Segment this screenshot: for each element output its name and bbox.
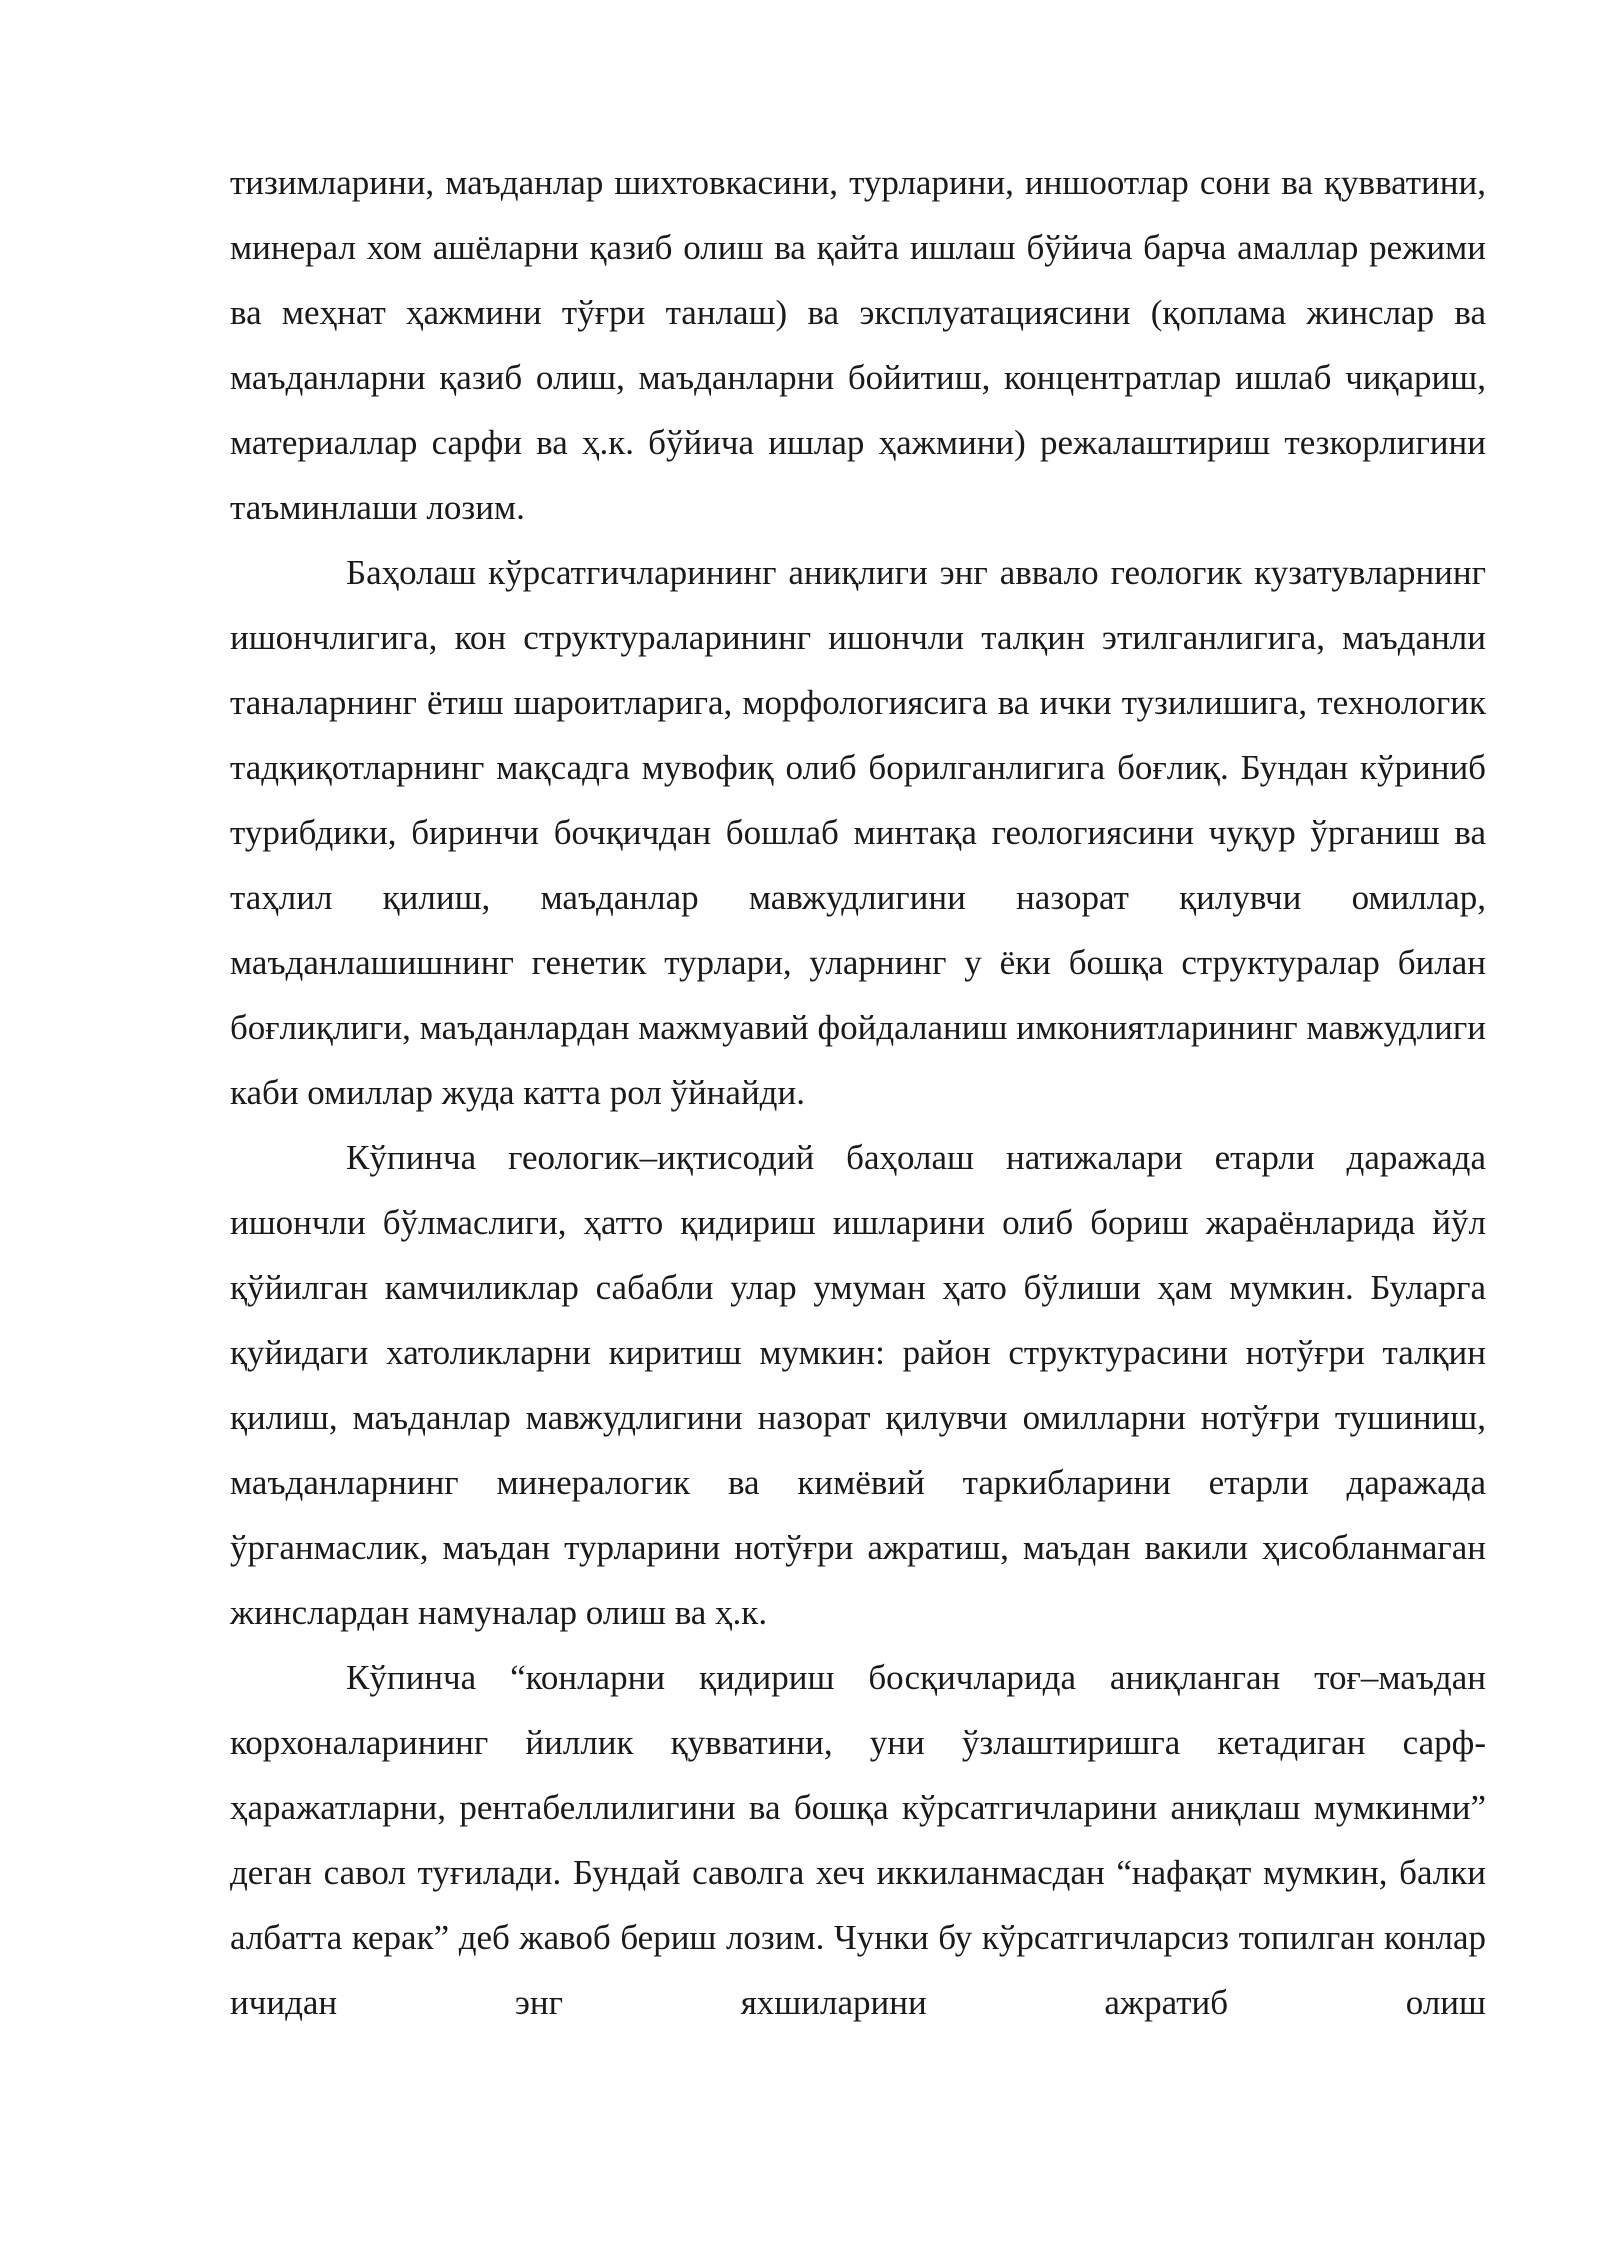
paragraph-assessment-accuracy: Баҳолаш кўрсатгичларининг аниқлиги энг аввало геологик кузатувларнинг ишончлигига, кон структураларининг ишончли талқин этилганлигига, маъданли таналарнинг ётиш шароитларига, морфологиясига ва ички тузилишига, технологик тадқиқотларнинг мақсадга мувофиқ олиб борилганлигига боғлиқ. Бундан кўриниб турибдики, биринчи бочқичдан бошлаб минтақа геологиясини чуқур ўрганиш ва таҳлил қилиш, маъданлар мавжудлигини назорат қилувчи омиллар, маъданлашишнинг генетик турлари, уларнинг у ёки бошқа структуралар билан боғлиқлиги, маъданлардан мажмуавий фойдаланиш имкониятларининг мавжудлиги каби омиллар жуда катта рол ўйнайди. <box>230 553 1486 1112</box>
paragraph-capacity-question: Кўпинча “конларни қидириш босқичларида аниқланган тоғ–маъдан корхоналарининг йиллик қувватини, уни ўзлаштиришга кетадиган сарф-ҳаражатларни, рентабеллилигини ва бошқа кўрсатгичларини аниқлаш мумкинми” деган савол туғилади. Бундай саволга хеч иккиланмасдан “нафақат мумкин, балки албатта керак” деб жавоб бериш лозим. Чунки бу кўрсатгичларсиз топилган конлар ичидан энг яхшиларини ажратиб олиш <box>230 1658 1486 2022</box>
paragraph-continuation: тизимларини, маъданлар шихтовкасини, турларини, иншоотлар сони ва қувватини, минерал хом ашёларни қазиб олиш ва қайта ишлаш бўйича барча амаллар режими ва меҳнат ҳажмини тўғри танлаш) ва эксплуатациясини (қоплама жинслар ва маъданларни қазиб олиш, маъданларни бойитиш, концентратлар ишлаб чиқариш, материаллар сарфи ва ҳ.к. бўйича ишлар ҳажмини) режалаштириш тезкорлигини таъминлаши лозим. <box>230 163 1486 527</box>
paragraph-assessment-errors: Кўпинча геологик–иқтисодий баҳолаш натижалари етарли даражада ишончли бўлмаслиги, ҳатто қидириш ишларини олиб бориш жараёнларида йўл қўйилган камчиликлар сабабли улар умуман ҳато бўлиши ҳам мумкин. Буларга қуйидаги хатоликларни киритиш мумкин: район структурасини нотўғри талқин қилиш, маъданлар мавжудлигини назорат қилувчи омилларни нотўғри тушиниш, маъданларнинг минералогик ва кимёвий таркибларини етарли даражада ўрганмаслик, маъдан турларини нотўғри ажратиш, маъдан вакили ҳисобланмаган жинслардан намуналар олиш ва ҳ.к. <box>230 1138 1486 1632</box>
document-page <box>230 150 1486 2035</box>
